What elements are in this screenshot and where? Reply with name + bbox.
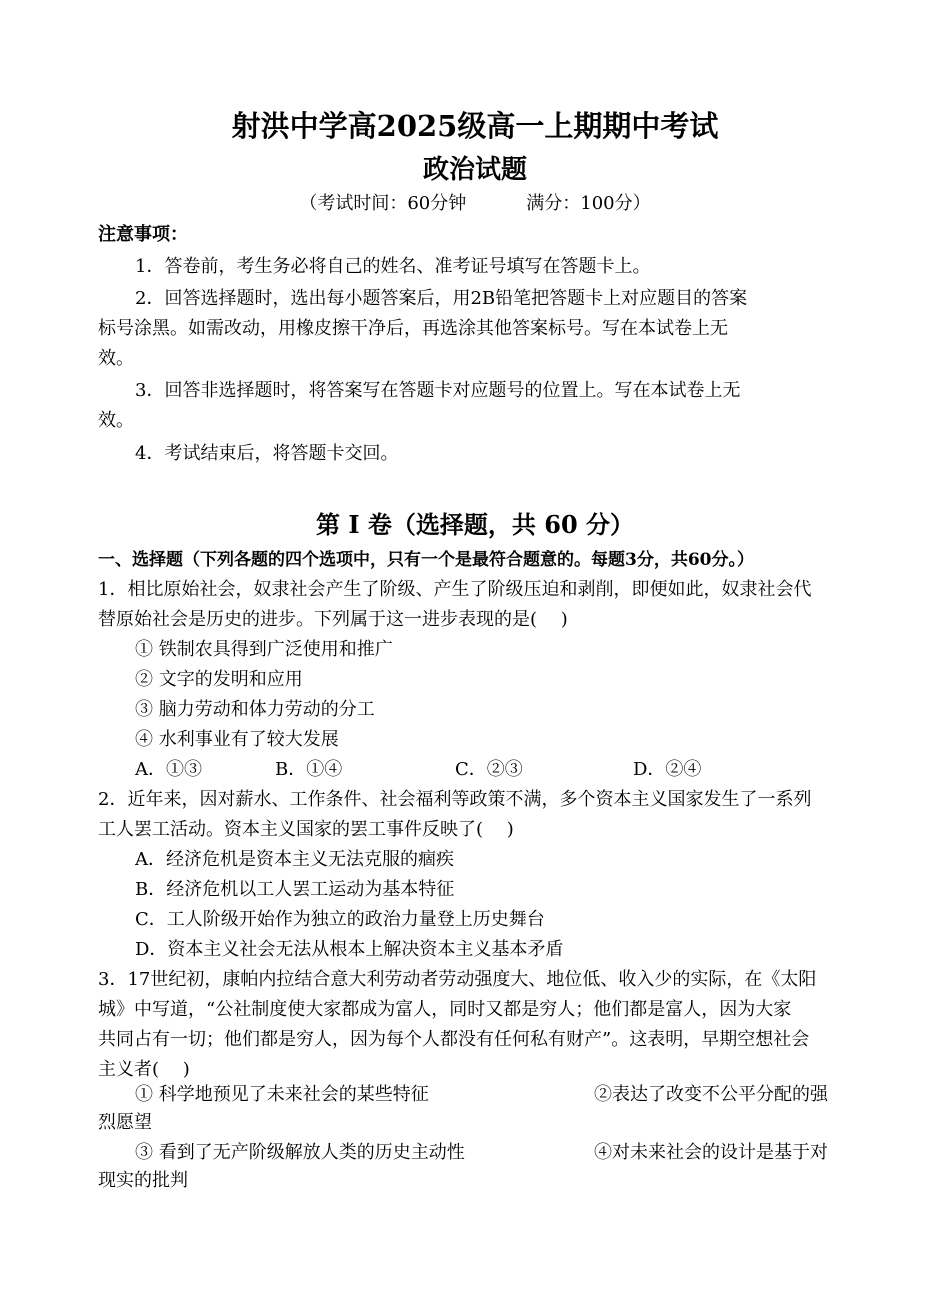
exam-info <box>0 189 950 215</box>
q1-statement-1: ① 铁制农具得到广泛使用和推广 <box>135 639 393 660</box>
q1-option-d: D．②④ <box>633 759 702 780</box>
q2-option-b: B．经济危机以工人罢工运动为基本特征 <box>135 879 455 900</box>
notice-item-2-line-1: 2．回答选择题时，选出每小题答案后，用2B铅笔把答题卡上对应题目的答案 <box>135 288 748 309</box>
notice-item-2-line-3: 效。 <box>98 348 134 369</box>
q1-statement-2: ② 文字的发明和应用 <box>135 669 303 690</box>
notice-item-3-line-1: 3．回答非选择题时，将答案写在答题卡对应题号的位置上。写在本试卷上无 <box>135 380 741 401</box>
q2-stem-line-2: 工人罢工活动。资本主义国家的罢工事件反映了( ) <box>98 819 514 840</box>
q3-statement-2: ②表达了改变不公平分配的强 <box>594 1084 828 1105</box>
notice-item-2-line-2: 标号涂黑。如需改动，用橡皮擦干净后，再选涂其他答案标号。写在本试卷上无 <box>98 318 728 339</box>
q3-stem-line-4: 主义者( ) <box>98 1059 190 1080</box>
section-title: 第 I 卷（选择题，共 60 分） <box>315 510 635 539</box>
q3-stem-line-2: 城》中写道，“公社制度使大家都成为富人，同时又都是穷人；他们都是富人，因为大家 <box>98 999 792 1020</box>
q3-statement-4: ④对未来社会的设计是基于对 <box>594 1142 828 1163</box>
q2-option-d: D．资本主义社会无法从根本上解决资本主义基本矛盾 <box>135 939 564 960</box>
q3-statement-3: ③ 看到了无产阶级解放人类的历史主动性 <box>135 1142 465 1163</box>
q2-option-a: A．经济危机是资本主义无法克服的痼疾 <box>135 849 454 870</box>
q1-option-a: A．①③ <box>135 759 202 780</box>
q3-statement-2-cont: 烈愿望 <box>98 1112 152 1133</box>
q1-statement-3: ③ 脑力劳动和体力劳动的分工 <box>135 699 375 720</box>
q1-option-c: C．②③ <box>455 759 523 780</box>
section-instructions: 一、选择题（下列各题的四个选项中，只有一个是最符合题意的。每题3分，共60分。） <box>98 550 754 570</box>
subject-title: 政治试题 <box>422 155 527 185</box>
q1-statement-4: ④ 水利事业有了较大发展 <box>135 729 339 750</box>
exam-time: （考试时间：60分钟 <box>299 193 467 214</box>
q2-stem-line-1: 2．近年来，因对薪水、工作条件、社会福利等政策不满，多个资本主义国家发生了一系列 <box>98 789 812 810</box>
q3-statement-1: ① 科学地预见了未来社会的某些特征 <box>135 1084 429 1105</box>
exam-title: 射洪中学高2025级高一上期期中考试 <box>231 109 719 143</box>
q3-stem-line-3: 共同占有一切；他们都是穷人，因为每个人都没有任何私有财产”。这表明，早期空想社会 <box>98 1029 810 1050</box>
notice-item-3-line-2: 效。 <box>98 410 134 431</box>
notice-item-4: 4．考试结束后，将答题卡交回。 <box>135 443 399 464</box>
q1-stem-line-2: 替原始社会是历史的进步。下列属于这一进步表现的是( ) <box>98 609 568 630</box>
notice-item-1: 1．答卷前，考生务必将自己的姓名、准考证号填写在答题卡上。 <box>135 256 651 277</box>
q3-statement-4-cont: 现实的批判 <box>98 1170 188 1191</box>
q3-stem-line-1: 3．17世纪初，康帕内拉结合意大利劳动者劳动强度大、地位低、收入少的实际，在《太阳 <box>98 969 817 990</box>
q2-option-c: C．工人阶级开始作为独立的政治力量登上历史舞台 <box>135 909 545 930</box>
notice-heading: 注意事项： <box>98 224 188 245</box>
q1-stem-line-1: 1．相比原始社会，奴隶社会产生了阶级、产生了阶级压迫和剥削，即便如此，奴隶社会代 <box>98 579 812 600</box>
full-score: 满分：100分） <box>526 193 651 214</box>
q1-option-b: B．①④ <box>275 759 343 780</box>
